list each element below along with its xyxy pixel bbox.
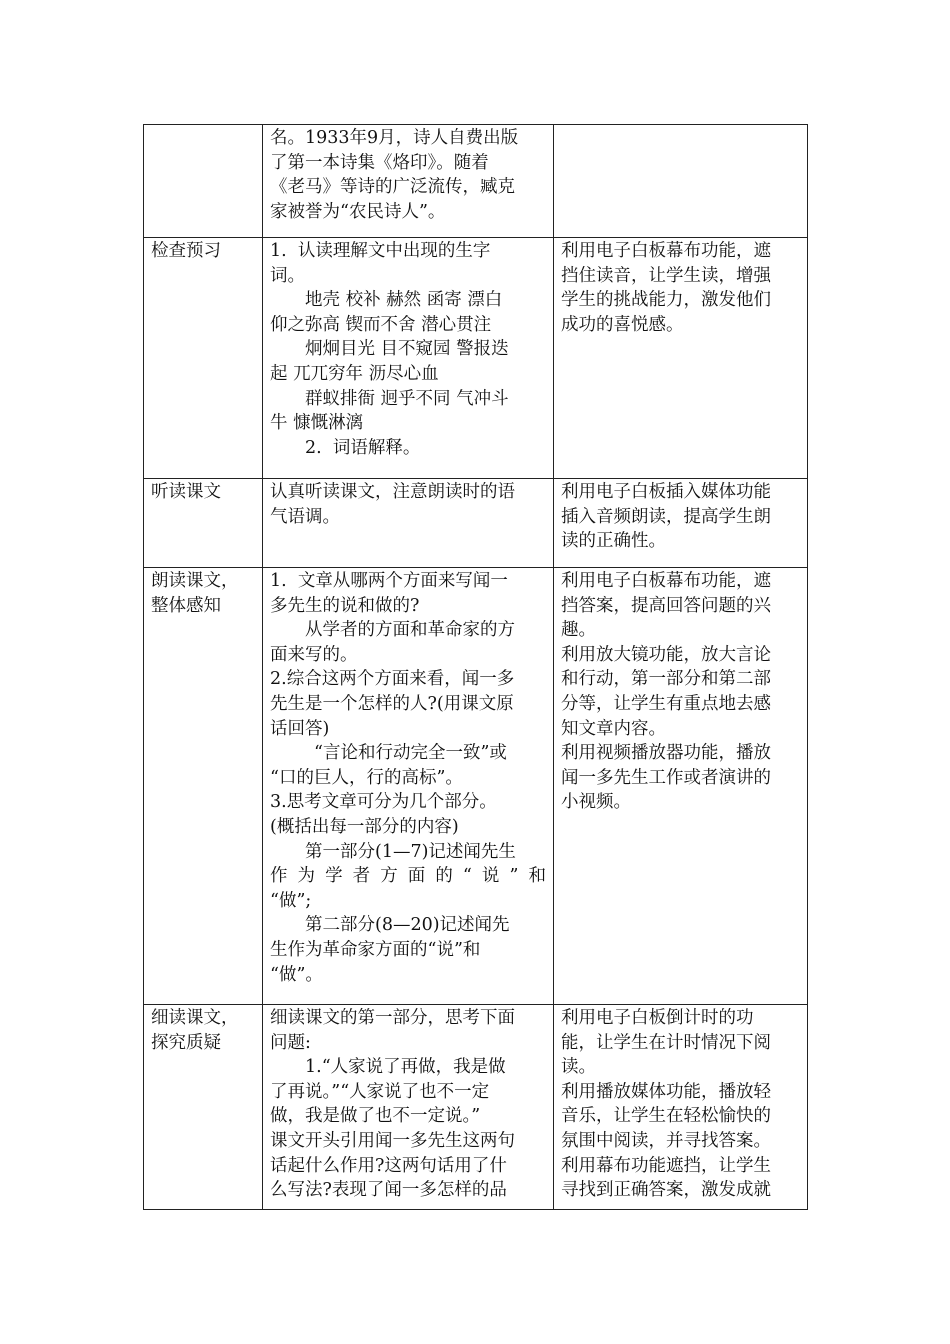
cell-line: 做，我是做了也不一定说。”	[270, 1106, 481, 1127]
table-row	[144, 479, 808, 568]
table-row	[144, 1005, 808, 1210]
cell-line: 1. 认读理解文中出现的生字	[270, 241, 491, 261]
cell-line: 了再说。”“人家说了也不一定	[270, 1081, 490, 1102]
cell-line: “口的巨人，行的高标”。	[270, 767, 463, 788]
step-cell	[144, 238, 263, 479]
cell-line: 知文章内容。	[561, 718, 666, 739]
step-cell	[144, 568, 263, 1005]
cell-line: 认真听读课文，注意朗读时的语	[270, 482, 515, 502]
cell-line: 插入音频朗读，提高学生朗	[561, 506, 771, 527]
cell-line: 检查预习	[151, 241, 221, 261]
step-cell	[144, 479, 263, 568]
cell-line: 小视频。	[561, 792, 631, 813]
cell-line: 名。1933年9月，诗人自费出版	[270, 128, 519, 148]
cell-line: 利用视频播放器功能，播放	[561, 743, 771, 764]
cell-line: 2.综合这两个方面来看，闻一多	[270, 669, 515, 690]
cell-line: 多先生的说和做的?	[270, 595, 420, 616]
cell-line: 气语调。	[270, 506, 340, 527]
cell-line: 炯炯目光 目不窥园 警报迭	[305, 339, 509, 360]
technique-cell	[554, 1005, 808, 1210]
cell-line: 整体感知	[151, 595, 221, 616]
cell-line: 闻一多先生工作或者演讲的	[561, 767, 771, 788]
cell-line: 挡答案，提高回答问题的兴	[561, 595, 771, 616]
cell-line: 寻找到正确答案，激发成就	[561, 1180, 771, 1201]
cell-line: 成功的喜悦感。	[561, 314, 684, 335]
cell-line: 1.“人家说了再做，我是做	[305, 1057, 506, 1078]
cell-line: 利用放大镜功能，放大言论	[561, 644, 771, 665]
cell-line: 趣。	[561, 620, 596, 641]
cell-line: 牛 慷慨淋漓	[270, 413, 364, 434]
content-cell	[263, 1005, 554, 1210]
cell-line: 先生是一个怎样的人?(用课文原	[270, 693, 514, 714]
cell-line: 仰之弥高 锲而不舍 潜心贯注	[270, 314, 492, 335]
cell-line: 细读课文的第一部分，思考下面	[270, 1008, 515, 1028]
cell-line: 地壳 校补 赫然 函寄 漂白	[305, 290, 503, 311]
content-cell	[263, 568, 554, 1005]
content-cell	[263, 125, 554, 238]
cell-line: 利用播放媒体功能，播放轻	[561, 1081, 771, 1102]
cell-line: 和行动，第一部分和第二部	[561, 669, 771, 690]
table-row	[144, 125, 808, 238]
technique-cell	[554, 125, 808, 238]
cell-line: 群蚁排衙 迥乎不同 气冲斗	[305, 388, 509, 409]
cell-line: 3.思考文章可分为几个部分。	[270, 792, 497, 813]
cell-line: 利用幕布功能遮挡，让学生	[561, 1155, 771, 1176]
lesson-plan-body	[144, 125, 808, 1210]
cell-line: 第一部分(1—7)记述闻先生	[305, 841, 516, 862]
cell-line: 词。	[270, 265, 305, 286]
cell-line: 生作为革命家方面的“说”和	[270, 939, 481, 960]
step-cell	[144, 1005, 263, 1210]
cell-line: 话回答)	[270, 718, 330, 739]
technique-cell	[554, 238, 808, 479]
cell-line: 挡住读音，让学生读，增强	[561, 265, 771, 286]
cell-line: 能，让学生在计时情况下阅	[561, 1032, 771, 1053]
cell-line: (概括出每一部分的内容)	[270, 816, 459, 837]
cell-line: 话起什么作用?这两句话用了什	[270, 1155, 507, 1176]
cell-line: 家被誉为“农民诗人”。	[270, 201, 446, 222]
cell-line: 第二部分(8—20)记述闻先	[305, 915, 510, 936]
cell-line: 利用电子白板幕布功能，遮	[561, 241, 771, 261]
cell-line: 课文开头引用闻一多先生这两句	[270, 1130, 515, 1151]
technique-cell	[554, 479, 808, 568]
lesson-plan-table	[143, 124, 808, 1210]
cell-line: 音乐，让学生在轻松愉快的	[561, 1106, 771, 1127]
cell-line: 起 兀兀穷年 沥尽心血	[270, 363, 439, 384]
cell-line: 2. 词语解释。	[305, 437, 421, 458]
cell-line: 读的正确性。	[561, 531, 666, 552]
cell-line: 面来写的。	[270, 644, 358, 665]
cell-line: 朗读课文，	[151, 571, 239, 591]
cell-line: “做”;	[270, 890, 312, 911]
cell-line: “做”。	[270, 964, 323, 985]
content-cell	[263, 238, 554, 479]
cell-line: 听读课文	[151, 482, 221, 502]
cell-line: 了第一本诗集《烙印》。随着	[270, 152, 489, 173]
cell-line: 利用电子白板幕布功能，遮	[561, 571, 771, 591]
step-cell	[144, 125, 263, 238]
cell-line: 作为学者方面的“说”和	[270, 866, 546, 887]
cell-line: 问题:	[270, 1032, 311, 1053]
cell-line: 么写法?表现了闻一多怎样的品	[270, 1180, 507, 1201]
cell-line: 探究质疑	[151, 1032, 221, 1053]
cell-line: 分等，让学生有重点地去感	[561, 693, 771, 714]
table-row	[144, 238, 808, 479]
technique-cell	[554, 568, 808, 1005]
cell-line: 利用电子白板插入媒体功能	[561, 482, 771, 502]
cell-line: 1. 文章从哪两个方面来写闻一	[270, 571, 508, 591]
cell-line: 从学者的方面和革命家的方	[305, 620, 515, 641]
table-row	[144, 568, 808, 1005]
cell-line: 读。	[561, 1057, 596, 1078]
cell-line: “言论和行动完全一致”或	[314, 743, 507, 764]
content-cell	[263, 479, 554, 568]
cell-line: 利用电子白板倒计时的功	[561, 1008, 754, 1028]
cell-line: 细读课文，	[151, 1008, 239, 1028]
cell-line: 学生的挑战能力，激发他们	[561, 290, 771, 311]
cell-line: 《老马》等诗的广泛流传，臧克	[270, 177, 515, 198]
cell-line: 氛围中阅读，并寻找答案。	[561, 1130, 771, 1151]
